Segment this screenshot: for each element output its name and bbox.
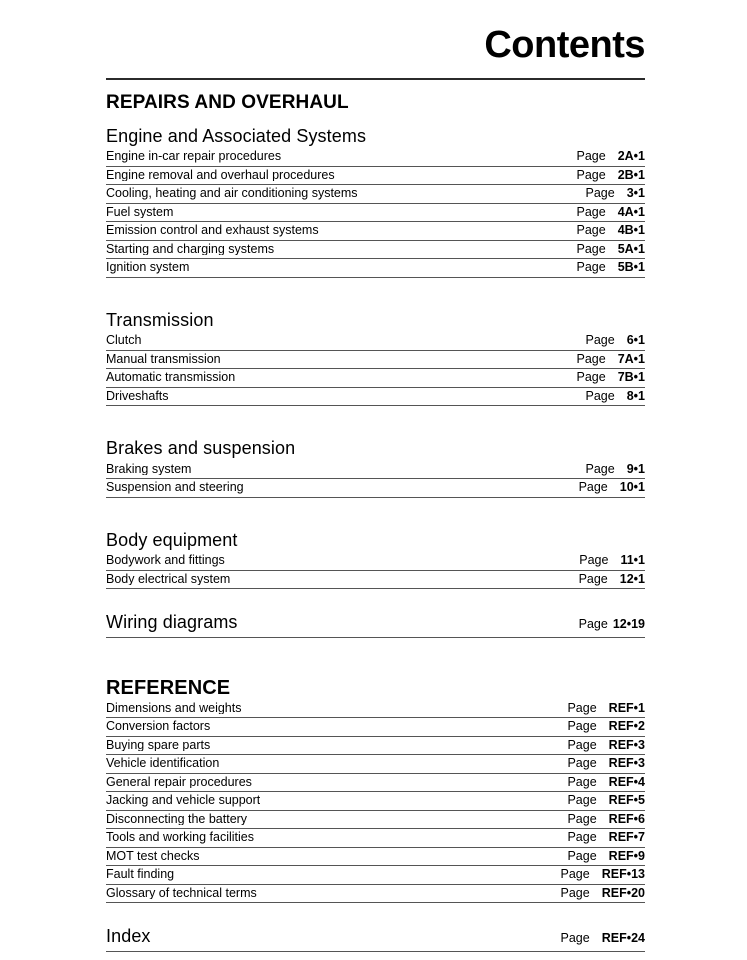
group-heading-body: Body equipment xyxy=(106,529,238,550)
section-spacer xyxy=(106,903,645,925)
entry-title: Engine in-car repair procedures xyxy=(106,150,282,163)
entry-page xyxy=(574,463,645,476)
part-title-reference: REFERENCE xyxy=(106,676,231,699)
entry-page xyxy=(555,850,645,863)
group-heading-transmission: Transmission xyxy=(106,309,214,330)
page-label: Page xyxy=(567,848,597,863)
entry-page xyxy=(564,371,645,384)
page-label: Page xyxy=(567,756,597,771)
page-number: REF•4 xyxy=(608,774,645,789)
entry-title: Ignition system xyxy=(106,261,190,274)
toc-entry[interactable] xyxy=(106,259,645,278)
entry-page xyxy=(574,187,645,200)
group-heading-engine: Engine and Associated Systems xyxy=(106,125,367,146)
entry-page xyxy=(549,887,645,900)
entry-title: Suspension and steering xyxy=(106,481,244,494)
toc-entry[interactable] xyxy=(106,222,645,241)
entry-page xyxy=(567,617,645,633)
entry-list-brakes xyxy=(106,461,645,498)
page-number: 11•1 xyxy=(620,553,645,568)
toc-entry[interactable] xyxy=(106,774,645,793)
page-number: REF•20 xyxy=(601,885,645,900)
page-label: Page xyxy=(567,811,597,826)
entry-page xyxy=(555,776,645,789)
toc-entry[interactable] xyxy=(106,552,645,571)
entry-page xyxy=(567,481,645,494)
entry-title: Engine removal and overhaul procedures xyxy=(106,168,335,182)
page-number: REF•3 xyxy=(608,737,645,752)
page-number: REF•6 xyxy=(608,811,645,826)
entry-title: Jacking and vehicle support xyxy=(106,794,261,807)
entry-page xyxy=(564,206,645,219)
toc-entry[interactable] xyxy=(106,811,645,830)
toc-entry[interactable] xyxy=(106,185,645,204)
entry-page xyxy=(567,573,645,586)
section-spacer xyxy=(106,638,645,665)
entry-title: Bodywork and fittings xyxy=(106,554,225,567)
entry-title: Dimensions and weights xyxy=(106,701,242,715)
toc-entry[interactable] xyxy=(106,369,645,388)
group-heading-wiring: Wiring diagrams xyxy=(106,612,238,633)
entry-title: Automatic transmission xyxy=(106,371,236,384)
entry-page xyxy=(564,353,645,366)
page-number: 2A•1 xyxy=(617,149,645,164)
toc-entry[interactable] xyxy=(106,571,645,590)
page-number: REF•13 xyxy=(601,867,645,882)
toc-entry[interactable] xyxy=(106,848,645,867)
group-heading-index: Index xyxy=(106,926,151,947)
entry-title: Body electrical system xyxy=(106,572,231,586)
page-label: Page xyxy=(567,774,597,789)
page-number: 5B•1 xyxy=(617,260,645,275)
page-title: Contents xyxy=(484,24,645,66)
entry-title: Conversion factors xyxy=(106,720,211,733)
page-label: Page xyxy=(585,333,615,348)
entry-title: Glossary of technical terms xyxy=(106,886,257,900)
toc-entry[interactable] xyxy=(106,755,645,774)
page-label: Page xyxy=(576,204,606,219)
entry-page xyxy=(564,261,645,274)
entry-page xyxy=(555,702,645,715)
toc-entry-wiring-diagrams[interactable] xyxy=(106,611,645,638)
toc-entry[interactable] xyxy=(106,332,645,351)
section-spacer xyxy=(106,406,645,426)
toc-entry[interactable] xyxy=(106,204,645,223)
toc-entry[interactable] xyxy=(106,351,645,370)
page-label: Page xyxy=(576,260,606,275)
toc-entry[interactable] xyxy=(106,885,645,904)
section-spacer xyxy=(106,498,645,518)
toc-entry[interactable] xyxy=(106,737,645,756)
entry-list-transmission xyxy=(106,332,645,406)
entry-title: General repair procedures xyxy=(106,775,252,789)
title-divider xyxy=(106,78,645,80)
page-number: REF•24 xyxy=(601,931,645,946)
toc-entry[interactable] xyxy=(106,866,645,885)
entry-title: Fault finding xyxy=(106,868,175,881)
toc-entry[interactable] xyxy=(106,700,645,719)
page-label: Page xyxy=(567,719,597,734)
page-label: Page xyxy=(576,241,606,256)
page-number: REF•9 xyxy=(608,848,645,863)
entry-title: Manual transmission xyxy=(106,352,221,366)
page-label: Page xyxy=(567,830,597,845)
entry-page xyxy=(567,554,645,567)
entry-list-reference xyxy=(106,700,645,904)
group-heading-brakes: Brakes and suspension xyxy=(106,438,296,459)
page-label: Page xyxy=(567,737,597,752)
toc-entry-index[interactable] xyxy=(106,925,645,952)
page-label: Page xyxy=(560,931,590,946)
toc-entry[interactable] xyxy=(106,479,645,498)
page-label: Page xyxy=(560,867,590,882)
page-label: Page xyxy=(578,617,608,632)
entry-title: Cooling, heating and air conditioning systems xyxy=(106,187,358,200)
entry-title: Braking system xyxy=(106,462,192,476)
page-label: Page xyxy=(576,223,606,238)
page-label: Page xyxy=(576,167,606,182)
section-spacer xyxy=(106,278,645,298)
page-label: Page xyxy=(578,480,608,495)
page-label: Page xyxy=(576,370,606,385)
entry-page xyxy=(549,931,645,947)
section-spacer xyxy=(106,589,645,611)
page-number: 3•1 xyxy=(626,186,645,201)
page-label: Page xyxy=(567,700,597,715)
page-number: 7A•1 xyxy=(617,351,645,366)
entry-title: Fuel system xyxy=(106,205,174,219)
entry-page xyxy=(574,390,645,403)
toc-entry[interactable] xyxy=(106,388,645,407)
page-number: 7B•1 xyxy=(617,370,645,385)
entry-page xyxy=(555,739,645,752)
entry-page xyxy=(555,757,645,770)
toc-entry[interactable] xyxy=(106,148,645,167)
page-number: 12•1 xyxy=(619,571,645,586)
entry-page xyxy=(555,720,645,733)
page-number: 4B•1 xyxy=(617,223,645,238)
entry-list-body xyxy=(106,552,645,589)
page-label: Page xyxy=(576,351,606,366)
contents-body xyxy=(106,0,645,952)
page-label: Page xyxy=(578,571,608,586)
page-number: 2B•1 xyxy=(617,167,645,182)
entry-title: Disconnecting the battery xyxy=(106,812,248,826)
entry-title: Vehicle identification xyxy=(106,757,220,770)
page-number: 6•1 xyxy=(626,333,645,348)
page-number: 4A•1 xyxy=(617,204,645,219)
page-number: REF•5 xyxy=(608,793,645,808)
entry-title: MOT test checks xyxy=(106,849,200,863)
part-title-repairs: REPAIRS AND OVERHAUL xyxy=(106,92,349,113)
toc-entry[interactable] xyxy=(106,461,645,480)
page-label: Page xyxy=(585,186,615,201)
entry-title: Emission control and exhaust systems xyxy=(106,224,319,237)
entry-title: Driveshafts xyxy=(106,389,169,403)
entry-page xyxy=(574,334,645,347)
page-number: 8•1 xyxy=(626,388,645,403)
page-label: Page xyxy=(560,885,590,900)
page-label: Page xyxy=(585,388,615,403)
entry-page xyxy=(564,224,645,237)
entry-page xyxy=(549,868,645,881)
page-number: REF•7 xyxy=(608,830,645,845)
page-label: Page xyxy=(585,461,615,476)
entry-page xyxy=(564,243,645,256)
entry-page xyxy=(564,169,645,182)
entry-title: Starting and charging systems xyxy=(106,242,275,256)
entry-title: Buying spare parts xyxy=(106,738,211,752)
page-label: Page xyxy=(576,149,606,164)
entry-list-engine xyxy=(106,148,645,278)
entry-page xyxy=(555,831,645,844)
entry-title: Clutch xyxy=(106,334,142,347)
page-number: 12•19 xyxy=(612,617,645,632)
page-number: 10•1 xyxy=(619,480,645,495)
toc-entry[interactable] xyxy=(106,792,645,811)
toc-entry[interactable] xyxy=(106,718,645,737)
entry-page xyxy=(555,794,645,807)
entry-page xyxy=(555,813,645,826)
entry-page xyxy=(564,150,645,163)
toc-entry[interactable] xyxy=(106,167,645,186)
page-number: 5A•1 xyxy=(617,241,645,256)
page-label: Page xyxy=(579,553,609,568)
page-number: REF•3 xyxy=(608,756,645,771)
page-number: REF•2 xyxy=(608,719,645,734)
page-number: REF•1 xyxy=(608,700,645,715)
page-label: Page xyxy=(567,793,597,808)
entry-title: Tools and working facilities xyxy=(106,831,254,844)
toc-entry[interactable] xyxy=(106,241,645,260)
toc-entry[interactable] xyxy=(106,829,645,848)
page-number: 9•1 xyxy=(626,461,645,476)
